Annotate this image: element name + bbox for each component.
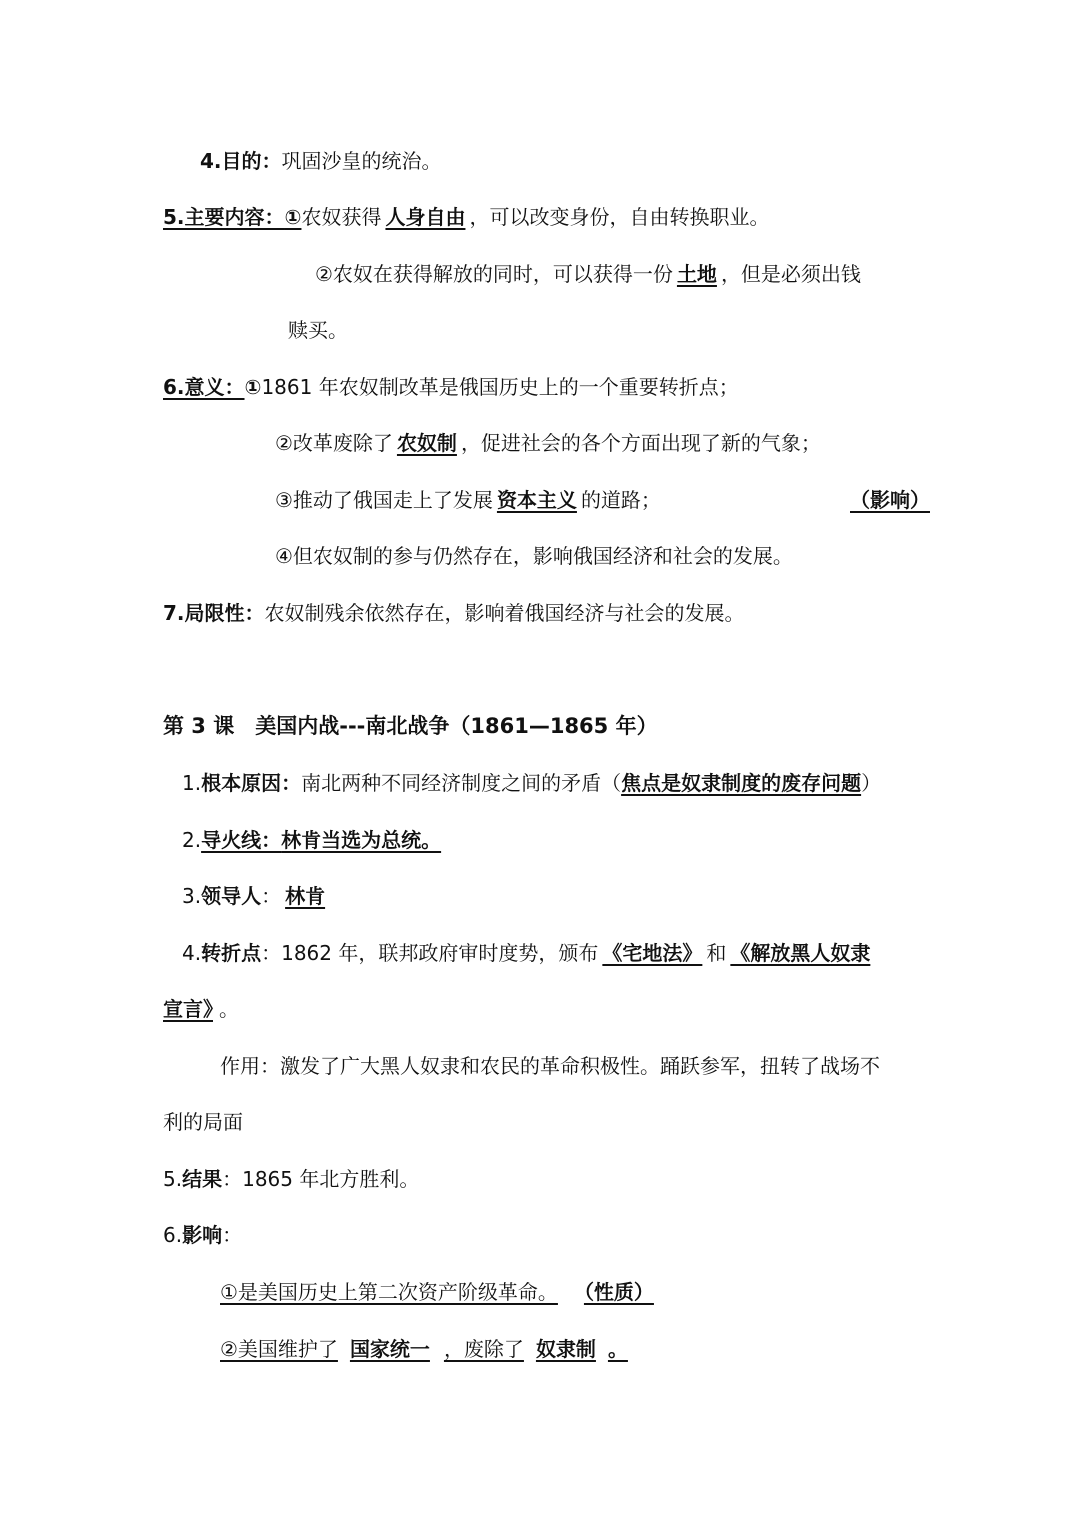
lesson-title: 第 3 课 美国内战---南北战争（1861—1865 年） bbox=[163, 714, 658, 738]
significance-line-1 bbox=[163, 373, 739, 401]
nature-tag: （性质） bbox=[583, 1280, 654, 1304]
content-line-1 bbox=[163, 203, 769, 231]
impact-item-2 bbox=[220, 1335, 628, 1363]
result-label: 结果 bbox=[182, 1167, 223, 1191]
trigger-num: 2. bbox=[182, 828, 202, 852]
turning-line-1 bbox=[182, 939, 874, 967]
result-num: 5. bbox=[163, 1167, 183, 1191]
content-text-3: 赎买。 bbox=[288, 318, 348, 342]
impact-colon: ： bbox=[222, 1223, 243, 1247]
trigger-line bbox=[182, 826, 459, 854]
trigger-text: 林肯当选为总统。 bbox=[281, 828, 442, 852]
impact-item-1-text: ①是美国历史上第二次资产阶级革命。 bbox=[220, 1280, 558, 1304]
impact-label: 影响 bbox=[182, 1223, 223, 1247]
impact-item-2-a: ②美国维护了 bbox=[220, 1337, 338, 1361]
impact-item-1 bbox=[220, 1278, 662, 1306]
leader-name: 林肯 bbox=[285, 884, 326, 908]
result-line bbox=[163, 1165, 419, 1193]
trigger-label: 导火线： bbox=[201, 828, 282, 852]
blank-capitalism: 资本主义 bbox=[496, 488, 577, 512]
significance-text-2: ②改革废除了 bbox=[275, 431, 393, 455]
significance-text-3b: 的道路； bbox=[580, 488, 661, 512]
significance-line-3 bbox=[275, 486, 661, 514]
significance-text-2b: ，促进社会的各个方面出现了新的气象； bbox=[460, 431, 821, 455]
blank-serfdom: 农奴制 bbox=[396, 431, 457, 455]
effect-line-1: 作用：激发了广大黑人奴隶和农民的革命积极性。踊跃参军，扭转了战场不 bbox=[220, 1054, 880, 1078]
limitation-text: 农奴制残余依然存在，影响着俄国经济与社会的发展。 bbox=[264, 601, 745, 625]
impact-item-2-c: ，废除了 bbox=[443, 1337, 524, 1361]
content-text-2b: ，但是必须出钱 bbox=[720, 262, 861, 286]
content-label: 5.主要内容： bbox=[163, 205, 285, 229]
effect-line-2: 利的局面 bbox=[163, 1110, 243, 1134]
marker-1: ① bbox=[284, 205, 302, 229]
blank-personal-freedom: 人身自由 bbox=[385, 205, 466, 229]
blank-land: 土地 bbox=[676, 262, 717, 286]
content-line-3 bbox=[288, 316, 348, 344]
slavery: 奴隶制 bbox=[535, 1337, 596, 1361]
turning-end: 。 bbox=[219, 997, 239, 1021]
impact-num: 6. bbox=[163, 1223, 183, 1247]
content-text-1: 农奴获得 bbox=[301, 205, 382, 229]
turning-and: 和 bbox=[706, 941, 727, 965]
leader-num: 3. bbox=[182, 884, 202, 908]
homestead-act: 《宅地法》 bbox=[602, 941, 703, 965]
limitation-label: 7.局限性： bbox=[163, 601, 265, 625]
significance-marker-1: ① bbox=[244, 375, 262, 399]
impact-item-2-end: 。 bbox=[607, 1337, 628, 1361]
leader-colon: ： bbox=[261, 884, 282, 908]
impact-line bbox=[163, 1221, 242, 1249]
significance-text-1: 1861 年农奴制改革是俄国历史上的一个重要转折点； bbox=[261, 375, 739, 399]
turning-num: 4. bbox=[182, 941, 202, 965]
cause-num: 1. bbox=[182, 771, 202, 795]
result-text: ：1865 年北方胜利。 bbox=[222, 1167, 420, 1191]
emancipation-proclamation-a: 《解放黑人奴隶 bbox=[730, 941, 871, 965]
cause-text: 南北两种不同经济制度之间的矛盾（ bbox=[301, 771, 622, 795]
cause-label: 根本原因： bbox=[201, 771, 302, 795]
leader-line bbox=[182, 882, 329, 910]
leader-label: 领导人 bbox=[201, 884, 262, 908]
influence-tag: （影响） bbox=[850, 488, 930, 512]
national-unity: 国家统一 bbox=[349, 1337, 430, 1361]
cause-close: ） bbox=[861, 771, 882, 795]
significance-text-3: ③推动了俄国走上了发展 bbox=[275, 488, 493, 512]
significance-label: 6.意义： bbox=[163, 375, 245, 399]
purpose-label: 4.目的： bbox=[200, 149, 282, 173]
limitation-line bbox=[163, 599, 745, 627]
content-text-2: ②农奴在获得解放的同时，可以获得一份 bbox=[315, 262, 673, 286]
content-line-2 bbox=[315, 260, 861, 288]
significance-line-2 bbox=[275, 429, 821, 457]
significance-line-4 bbox=[275, 542, 793, 570]
content-text-1b: ，可以改变身份，自由转换职业。 bbox=[469, 205, 770, 229]
cause-line bbox=[182, 769, 881, 797]
purpose-text: 巩固沙皇的统治。 bbox=[281, 149, 442, 173]
emancipation-proclamation-b: 宣言》 bbox=[163, 997, 213, 1021]
turning-line-2 bbox=[163, 995, 239, 1023]
purpose-line bbox=[200, 147, 442, 175]
significance-text-4: ④但农奴制的参与仍然存在，影响俄国经济和社会的发展。 bbox=[275, 544, 793, 568]
cause-focus: 焦点是奴隶制度的废存问题 bbox=[621, 771, 862, 795]
turning-text: ：1862 年，联邦政府审时度势，颁布 bbox=[261, 941, 599, 965]
turning-label: 转折点 bbox=[201, 941, 262, 965]
